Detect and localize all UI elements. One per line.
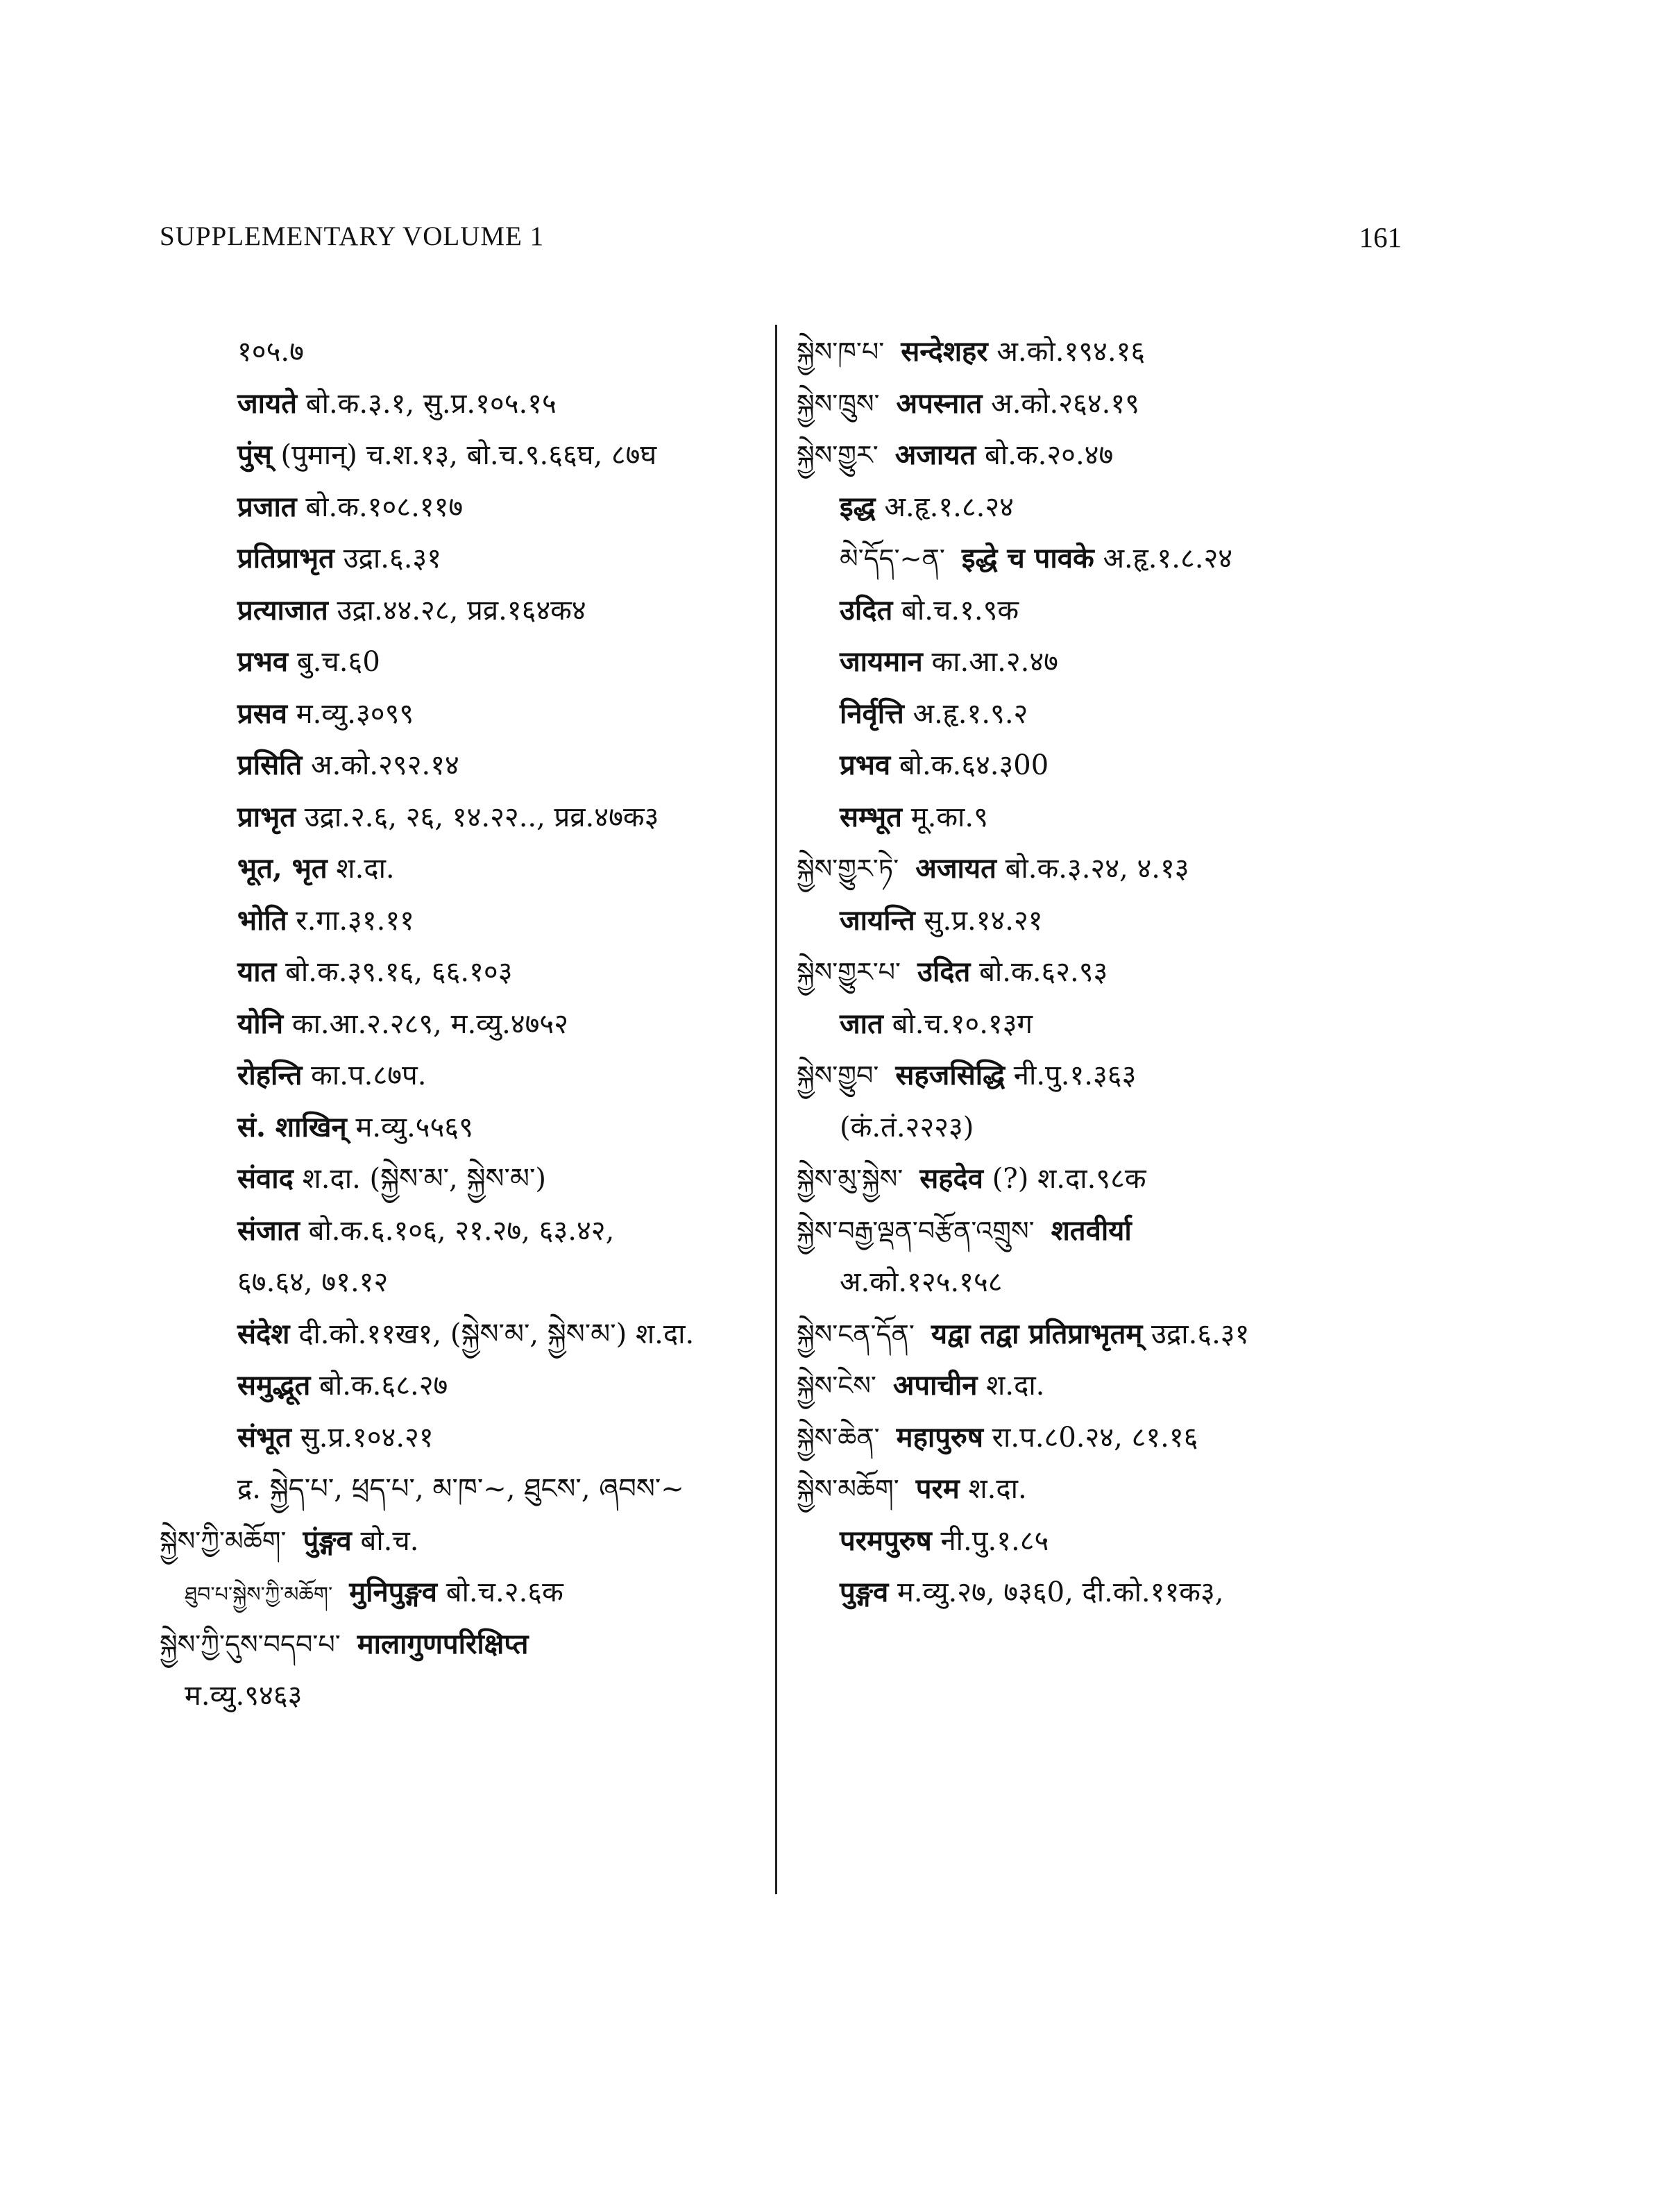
source-reference: म.व्यु.९४६३ [185,1680,303,1712]
source-reference: बो.क.६.१०६, २१.२७, ६३.४२, [308,1214,615,1247]
source-reference: बो.क.६८.२७ [319,1370,448,1402]
sanskrit-equivalent: प्रभव [237,645,289,678]
source-reference: (कं.तं.२२२३) [840,1111,974,1143]
tibetan-headword: སྐྱེས་གྱུར་པ་ [797,957,901,987]
source-reference: ६७.६४, ७१.१२ [237,1266,389,1298]
tibetan-headword: སྐྱེས་བརྒྱ་ལྡན་བརྩོན་འགྲུས་ [797,1215,1035,1246]
sanskrit-equivalent: यात [237,955,277,988]
sanskrit-equivalent: निर्वृत्ति [840,697,904,730]
dictionary-line [160,1670,770,1722]
dictionary-line [797,1153,1435,1205]
source-reference: श.दा. (སྐྱེས་མ་, སྐྱེས་མ་) [302,1163,546,1195]
sanskrit-equivalent: परमपुरुष [840,1524,932,1557]
dictionary-line [160,1360,770,1412]
dictionary-line [797,946,1435,998]
dictionary-line [160,1567,770,1619]
dictionary-line [160,688,770,740]
tibetan-headword: སྐྱེས་ཁ་པ་ [797,337,885,367]
dictionary-line [797,843,1435,895]
dictionary-line [797,895,1435,947]
sanskrit-equivalent: इद्ध [840,490,876,523]
sanskrit-equivalent: जायन्ति [840,903,915,937]
dictionary-line [160,843,770,895]
tibetan-headword: སྐྱེས་ཀྱི་མཆོག་ [160,1525,287,1556]
sanskrit-equivalent: सं. शाखिन् [237,1110,347,1143]
source-reference: का.आ.२.४७ [931,646,1058,678]
tibetan-headword: སྐྱེས་གྱུར་ [797,440,879,470]
source-reference: बो.च.१०.१३ग [892,1007,1033,1040]
source-reference: म.व्यु.२७, ७३६0, दी.को.११क३, [897,1576,1224,1608]
dictionary-line [797,1205,1435,1257]
tibetan-headword: སྐྱེས་ངེས་ [797,1370,876,1401]
sanskrit-equivalent: पुंस् [237,439,272,471]
source-reference: बो.क.१०८.११७ [305,491,464,523]
dictionary-line [797,1515,1435,1567]
dictionary-line [797,688,1435,740]
running-title: SUPPLEMENTARY VOLUME 1 [160,221,545,251]
source-reference: नी.पु.१.३६३ [1013,1060,1137,1091]
source-reference: रा.प.८0.२४, ८१.१६ [992,1421,1198,1454]
page-header [160,221,1402,262]
sanskrit-equivalent: सहजसिद्धि [895,1059,1006,1091]
dictionary-line [160,1309,770,1361]
left-column [160,326,770,1722]
sanskrit-equivalent: जायमान [840,645,923,678]
source-reference: बो.क.६४.३00 [899,749,1049,781]
sanskrit-equivalent: सन्देशहर [901,335,988,368]
tibetan-headword: སྐྱེས་ངན་དོན་ [797,1318,915,1350]
sanskrit-equivalent: इद्धे च पावके [961,542,1094,575]
source-reference: उद्रा.६.३१ [343,543,442,575]
sanskrit-equivalent: संदेश [237,1317,290,1350]
source-reference: बो.क.६२.९३ [979,956,1108,988]
sanskrit-equivalent: प्रजात [237,490,297,523]
dictionary-line [160,636,770,688]
dictionary-line [797,585,1435,637]
tibetan-headword: སྐྱེས་ཁྲུས་ [797,388,880,419]
dictionary-line [797,740,1435,792]
sanskrit-equivalent: प्रसिति [237,749,303,781]
source-reference: अ.हृ.१.८.२४ [884,491,1014,523]
source-reference: श.दा. [986,1370,1045,1402]
dictionary-line [797,636,1435,688]
sanskrit-equivalent: पुंङ्गव [303,1524,352,1557]
source-reference: का.प.८७प. [311,1060,427,1091]
dictionary-line [797,1050,1435,1102]
dictionary-line [797,1567,1435,1619]
dictionary-line [797,429,1435,482]
sanskrit-equivalent: अजायत [915,852,996,885]
source-reference: बो.क.३९.१६, ६६.१०३ [285,956,513,988]
dictionary-line [797,482,1435,534]
source-reference: र.गा.३१.११ [296,904,414,937]
dictionary-line [797,1463,1435,1515]
sanskrit-equivalent: प्रभव [840,749,891,781]
dictionary-line [160,1463,770,1515]
source-reference: अ.को.२९२.१४ [311,749,459,781]
dictionary-line [160,378,770,430]
tibetan-headword: སྐྱེས་གྱུབ་ [797,1060,879,1091]
dictionary-line [797,1412,1435,1464]
dictionary-line [160,1257,770,1309]
dictionary-line [160,895,770,947]
dictionary-line [160,533,770,585]
sanskrit-equivalent: पुङ्गव [840,1576,889,1608]
source-reference: बो.क.३.२४, ४.१३ [1005,853,1189,885]
dictionary-line [797,378,1435,430]
tibetan-headword: སྐྱེས་མཆོག་ [797,1474,899,1504]
source-reference: उद्रा.४४.२८, प्रव्र.१६४क४ [337,594,586,627]
dictionary-line [160,946,770,998]
dictionary-line [797,998,1435,1050]
source-reference: अ.को.१२५.१५८ [840,1266,1003,1298]
dictionary-line [160,740,770,792]
dictionary-line [160,1619,770,1671]
dictionary-line [160,792,770,844]
source-reference: बो.च.२.६क [446,1576,563,1608]
dictionary-line [160,429,770,482]
sanskrit-equivalent: उदित [917,955,971,988]
source-reference: उद्रा.२.६, २६, १४.२२.., प्रव्र.४७क३ [304,801,659,833]
source-reference: द्र. སྐྱེད་པ་, ཕྲད་པ་, མ་ཁ་~, ཐུངས་, ཞབས་~ [237,1473,684,1505]
sanskrit-equivalent: मुनिपुङ्गव [349,1576,438,1608]
source-reference: १०५.७ [237,336,304,368]
tibetan-headword: མེ་དོད་~ན་ [840,543,945,574]
source-reference: बो.क.३.१, सु.प्र.१०५.१५ [305,387,557,420]
sanskrit-equivalent: रोहन्ति [237,1059,303,1091]
source-reference: अ.हृ.१.८.२४ [1103,543,1233,575]
right-column [797,326,1435,1619]
sanskrit-equivalent: प्राभृत [237,800,296,833]
sanskrit-equivalent: अपस्नात [896,386,983,420]
source-reference: अ.को.२६४.१९ [991,387,1139,420]
sanskrit-equivalent: सहदेव [919,1162,983,1195]
sanskrit-equivalent: संजात [237,1214,300,1247]
dictionary-line [797,533,1435,585]
dictionary-line [160,1515,770,1567]
source-reference: उद्रा.६.३१ [1151,1318,1250,1350]
source-reference: म.व्यु.३०९९ [296,697,414,730]
source-reference: श.दा. [968,1473,1027,1505]
dictionary-line [160,482,770,534]
sanskrit-equivalent: जात [840,1007,883,1040]
source-reference: बु.च.६0 [296,646,380,678]
source-reference: अ.को.१९४.१६ [996,336,1146,368]
column-divider [775,325,777,1894]
sanskrit-equivalent: परम [915,1472,960,1505]
dictionary-line [160,1412,770,1464]
source-reference: (?) श.दा.९८क [992,1163,1146,1195]
dictionary-line [797,1102,1435,1154]
page-number: 161 [1359,221,1402,253]
source-reference: म.व्यु.५५६९ [355,1111,473,1143]
dictionary-line [160,1050,770,1102]
sanskrit-equivalent: भूत, भृत [237,852,328,885]
dictionary-line [797,1257,1435,1309]
source-reference: मू.का.९ [910,801,988,833]
sanskrit-equivalent: अपाचीन [892,1369,978,1402]
source-reference: बो.क.२०.४७ [985,439,1114,471]
sanskrit-equivalent: प्रसव [237,697,288,730]
dictionary-line [160,585,770,637]
sanskrit-equivalent: यद्वा तद्वा प्रतिप्राभृतम् [931,1317,1143,1350]
source-reference: बो.च.१.९क [901,594,1019,627]
source-reference: सु.प्र.१४.२१ [924,904,1043,937]
source-reference: बो.च. [360,1524,419,1557]
sanskrit-equivalent: उदित [840,593,893,627]
sanskrit-equivalent: प्रतिप्राभृत [237,542,334,575]
tibetan-headword: སྐྱེས་མུ་སྐྱེས་ [797,1164,903,1194]
dictionary-line [797,792,1435,844]
sanskrit-equivalent: संवाद [237,1162,294,1195]
sanskrit-equivalent: योनि [237,1007,284,1040]
dictionary-line [160,998,770,1050]
dictionary-line [160,1205,770,1257]
tibetan-headword: སྐྱེས་གྱུར་ཏེ་ [797,853,899,884]
dictionary-line [797,326,1435,378]
tibetan-headword: སྐྱེས་ཆེན་ [797,1422,880,1453]
sanskrit-equivalent: अजायत [894,439,976,471]
source-reference: नी.पु.१.८५ [940,1524,1049,1557]
dictionary-line [160,1102,770,1154]
sanskrit-equivalent: भोति [237,903,287,937]
source-reference: दी.को.११ख१, (སྐྱེས་མ་, སྐྱེས་མ་) श.दा. [298,1318,695,1350]
dictionary-line [797,1360,1435,1412]
source-reference: श.दा. [336,853,395,885]
sanskrit-equivalent: प्रत्याजात [237,593,328,627]
sanskrit-equivalent: सम्भूत [840,800,902,833]
dictionary-line [797,1309,1435,1361]
source-reference: सु.प्र.१०४.२१ [300,1421,434,1454]
sanskrit-equivalent: महापुरुष [896,1420,983,1454]
dictionary-line [160,326,770,378]
tibetan-headword: སྐྱེས་ཀྱི་དུས་བདབ་པ་ [160,1628,341,1660]
sanskrit-equivalent: मालागुणपरिक्षिप्त [357,1627,529,1660]
sanskrit-equivalent: शतवीर्या [1051,1214,1132,1247]
dictionary-line [160,1153,770,1205]
source-reference: अ.हृ.१.९.२ [913,697,1028,730]
sanskrit-equivalent: जायते [237,386,298,420]
tibetan-headword: ཐུབ་པ་སྐྱེས་ཀྱི་མཆོག་ [185,1583,333,1607]
source-reference: का.आ.२.२८९, म.व्यु.४७५२ [291,1007,569,1040]
source-reference: (पुमान्) च.श.१३, बो.च.९.६६घ, ८७घ [280,439,657,471]
sanskrit-equivalent: समुद्भूत [237,1369,311,1402]
sanskrit-equivalent: संभूत [237,1420,291,1454]
